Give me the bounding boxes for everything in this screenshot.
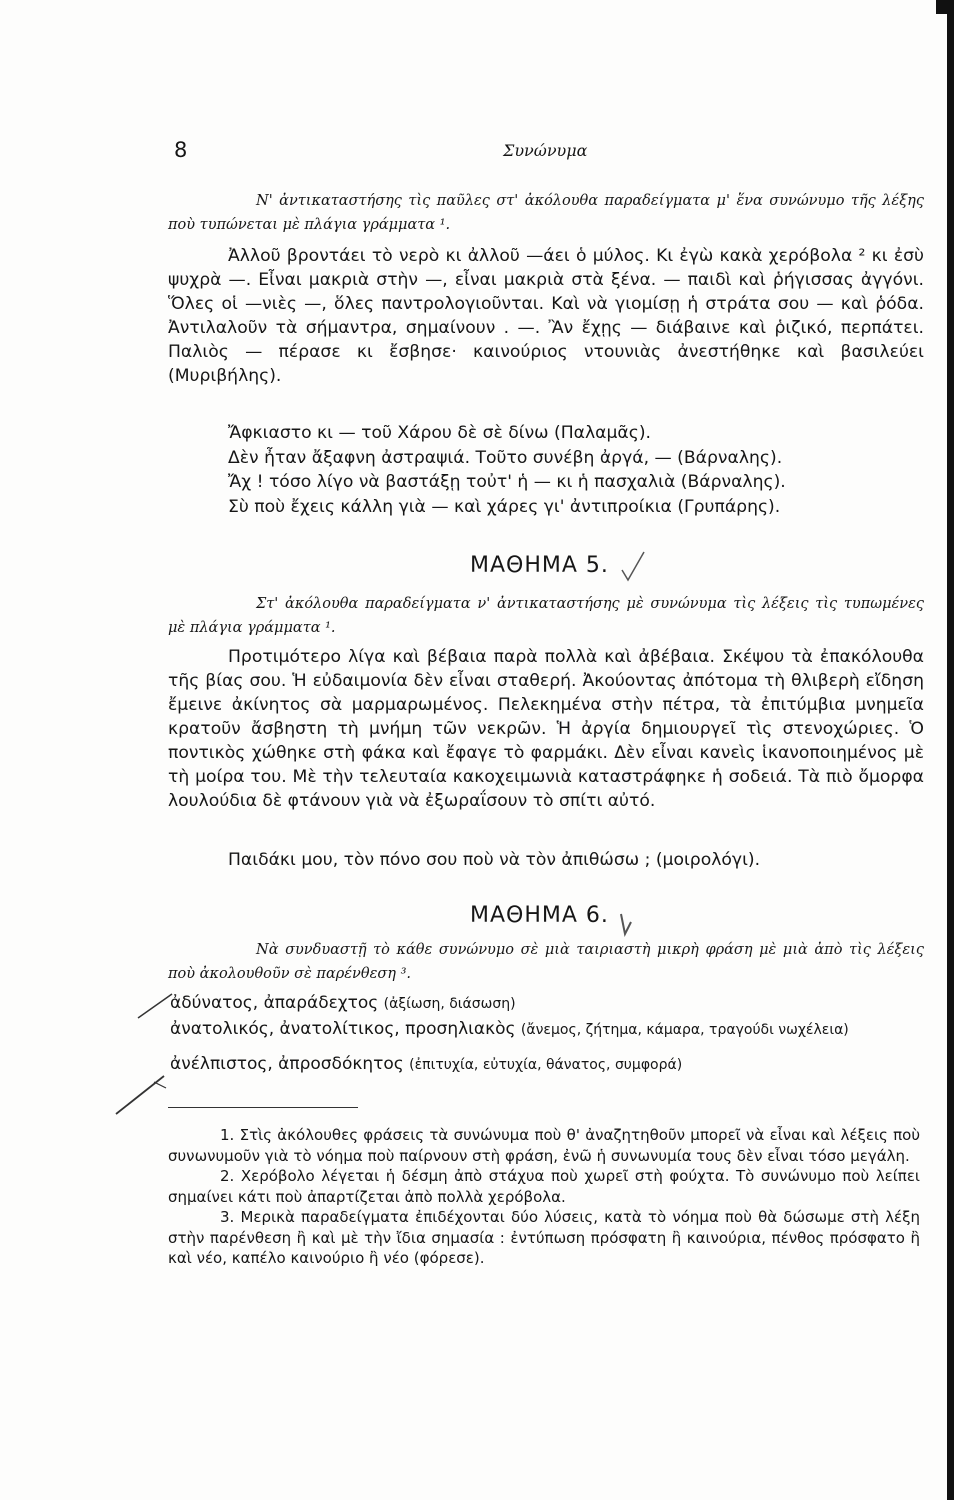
check-mark-icon [618, 548, 652, 584]
exercise-paragraph: Ἀλλοῦ βροντάει τὸ νερὸ κι ἀλλοῦ —άει ὁ μύλος. Κι ἐγὼ κακὰ χερόβολα ² κι ἐσὺ ψυχρὰ —. Εἶναι μακριὰ στὴν —, εἶναι μακριὰ στὰ ξένα. — παιδὶ καὶ ῥήγισσας ἀγγόνι. Ὅλες οἱ —νιὲς —, ὅλες παντρολογιοῦνται. Καὶ νὰ γιομίσῃ ἡ στράτα σου — καὶ ῥόδα. Ἀντιλαλοῦν τὰ σήμαντρα, σημαίνουν . —. Ἂν ἔχῃς — διάβαινε καὶ ῥιζικό, περπάτει. Παλιὸς — πέρασε κι ἔσβησε· καινούριος ντουνιὰς ἀνεστήθηκε καὶ βασιλεύει (Μυριβήλης). [168, 246, 924, 386]
pen-stroke-icon [136, 990, 176, 1020]
exercise-instruction: Ν' ἀντικαταστήσης τὶς παῦλες στ' ἀκόλουθα παραδείγματα μ' ἕνα συνώνυμο τῆς λέξης ποὺ τυπώνεται μὲ πλάγια γράμματα ¹. [168, 193, 924, 233]
lesson-5-instruction: Στ' ἀκόλουθα παραδείγματα ν' ἀντικαταστήσης μὲ συνώνυμα τὶς λέξεις τὶς τυπωμένες μὲ πλάγια γράμματα ¹. [168, 596, 924, 636]
scan-corner [936, 0, 954, 14]
footnote-divider [168, 1107, 358, 1108]
running-head: Συνώνυμα [503, 141, 588, 160]
footnote: 3. Μερικὰ παραδείγματα ἐπιδέχονται δύο λύσεις, κατὰ τὸ νόημα ποὺ θὰ δώσωμε στὴ λέξη στὴν παρένθεση ἢ καὶ μὲ τὴν ἴδια σημασία : ἐντύπωση πρόσφατη ἢ καινούρια, πένθος πρόσφατο ἢ καὶ νέο, καπέλο καινούριο ἢ νέο (φόρεσε). [168, 1208, 920, 1267]
example-line: Δὲν ἦταν ἄξαφνη ἀστραψιά. Τοῦτο συνέβη ἀργά, — (Βάρναλης). [228, 447, 783, 468]
scan-border [947, 0, 954, 1500]
footnote: 1. Στὶς ἀκόλουθες φράσεις τὰ συνώνυμα ποὺ θ' ἀναζητηθοῦν μπορεῖ νὰ εἶναι καὶ λέξεις ποὺ συνωνυμοῦν γιὰ τὸ νόημα ποὺ παίρνουν στὴ φράση, ἐνῶ ἡ συνωνυμία τους δὲν εἶναι τόσο μεγάλη. [168, 1126, 920, 1165]
list-item: ἀνέλπιστος, ἀπροσδόκητος (ἐπιτυχία, εὐτυχία, θάνατος, συμφορά) [170, 1054, 683, 1074]
lesson-5-paragraph: Προτιμότερο λίγα καὶ βέβαια παρὰ πολλὰ καὶ ἀβέβαια. Σκέψου τὰ ἐπακόλουθα τῆς βίας σου. Ἡ εὐδαιμονία δὲν εἶναι σταθερή. Ἀκούοντας ἀπότομα τὴ θλιβερὴ εἴδηση ἔμεινε ἀκίνητος σὰ μαρμαρωμένος. Πελεκημένα στὴν πέτρα, τὰ ἐπιτύμβια μνημεῖα κρατοῦν ἄσβηστη τὴ μνήμη τῶν νεκρῶν. Ἡ ἀργία δημιουργεῖ τὶς στενοχώριες. Ὁ ποντικὸς χώθηκε στὴ φάκα καὶ ἔφαγε τὸ φαρμάκι. Δὲν εἶναι κανεὶς ἱκανοποιημένος μὲ τὴ μοίρα του. Μὲ τὴν τελευταία κακοχειμωνιὰ καταστράφηκε ἡ σοδειά. Τὰ πιὸ ὄμορφα λουλούδια δὲ φτάνουν γιὰ νὰ ἐξωραΐσουν τὸ σπίτι αὐτό. [168, 647, 924, 811]
pen-stroke-icon [114, 1072, 170, 1116]
list-item: ἀδύνατος, ἀπαράδεχτος (ἀξίωση, διάσωση) [170, 993, 516, 1013]
lesson-6-instruction: Νὰ συνδυαστῇ τὸ κάθε συνώνυμο σὲ μιὰ ταιριαστὴ μικρὴ φράση μὲ μιὰ ἀπὸ τὶς λέξεις ποὺ ἀκολουθοῦν σὲ παρένθεση ³. [168, 942, 924, 982]
lesson-5-title: ΜΑΘΗΜΑ 5. [470, 553, 609, 578]
exercise-lines [168, 421, 924, 519]
page-number: 8 [174, 138, 188, 162]
footnote: 2. Χερόβολο λέγεται ἡ δέσμη ἀπὸ στάχυα ποὺ χωρεῖ στὴ φούχτα. Τὸ συνώνυμο ποὺ λείπει σημαίνει κάτι ποὺ ἀπαρτίζεται ἀπὸ πολλὰ χερόβολα. [168, 1167, 920, 1206]
example-line: Ἄχ ! τόσο λίγο νὰ βαστάξῃ τοὐτ' ἡ — κι ἡ πασχαλιὰ (Βάρναλης). [228, 472, 786, 492]
check-mark-icon [617, 908, 637, 940]
example-line: Ἄφκιαστο κι — τοῦ Χάρου δὲ σὲ δίνω (Παλαμᾶς). [228, 423, 652, 443]
list-item: ἀνατολικός, ἀνατολίτικος, προσηλιακὸς (ἄνεμος, ζήτημα, κάμαρα, τραγούδι νωχέλεια) [170, 1019, 849, 1039]
example-line: Σὺ ποὺ ἔχεις κάλλη γιὰ — καὶ χάρες γι' ἀντιπροίκια (Γρυπάρης). [228, 496, 781, 517]
lesson-6-title: ΜΑΘΗΜΑ 6. [470, 903, 609, 928]
lesson-6-list [168, 991, 924, 1078]
footnotes [168, 1125, 920, 1269]
lesson-5-closing: Παιδάκι μου, τὸν πόνο σου ποὺ νὰ τὸν ἀπιθώσω ; (μοιρολόγι). [228, 850, 761, 870]
